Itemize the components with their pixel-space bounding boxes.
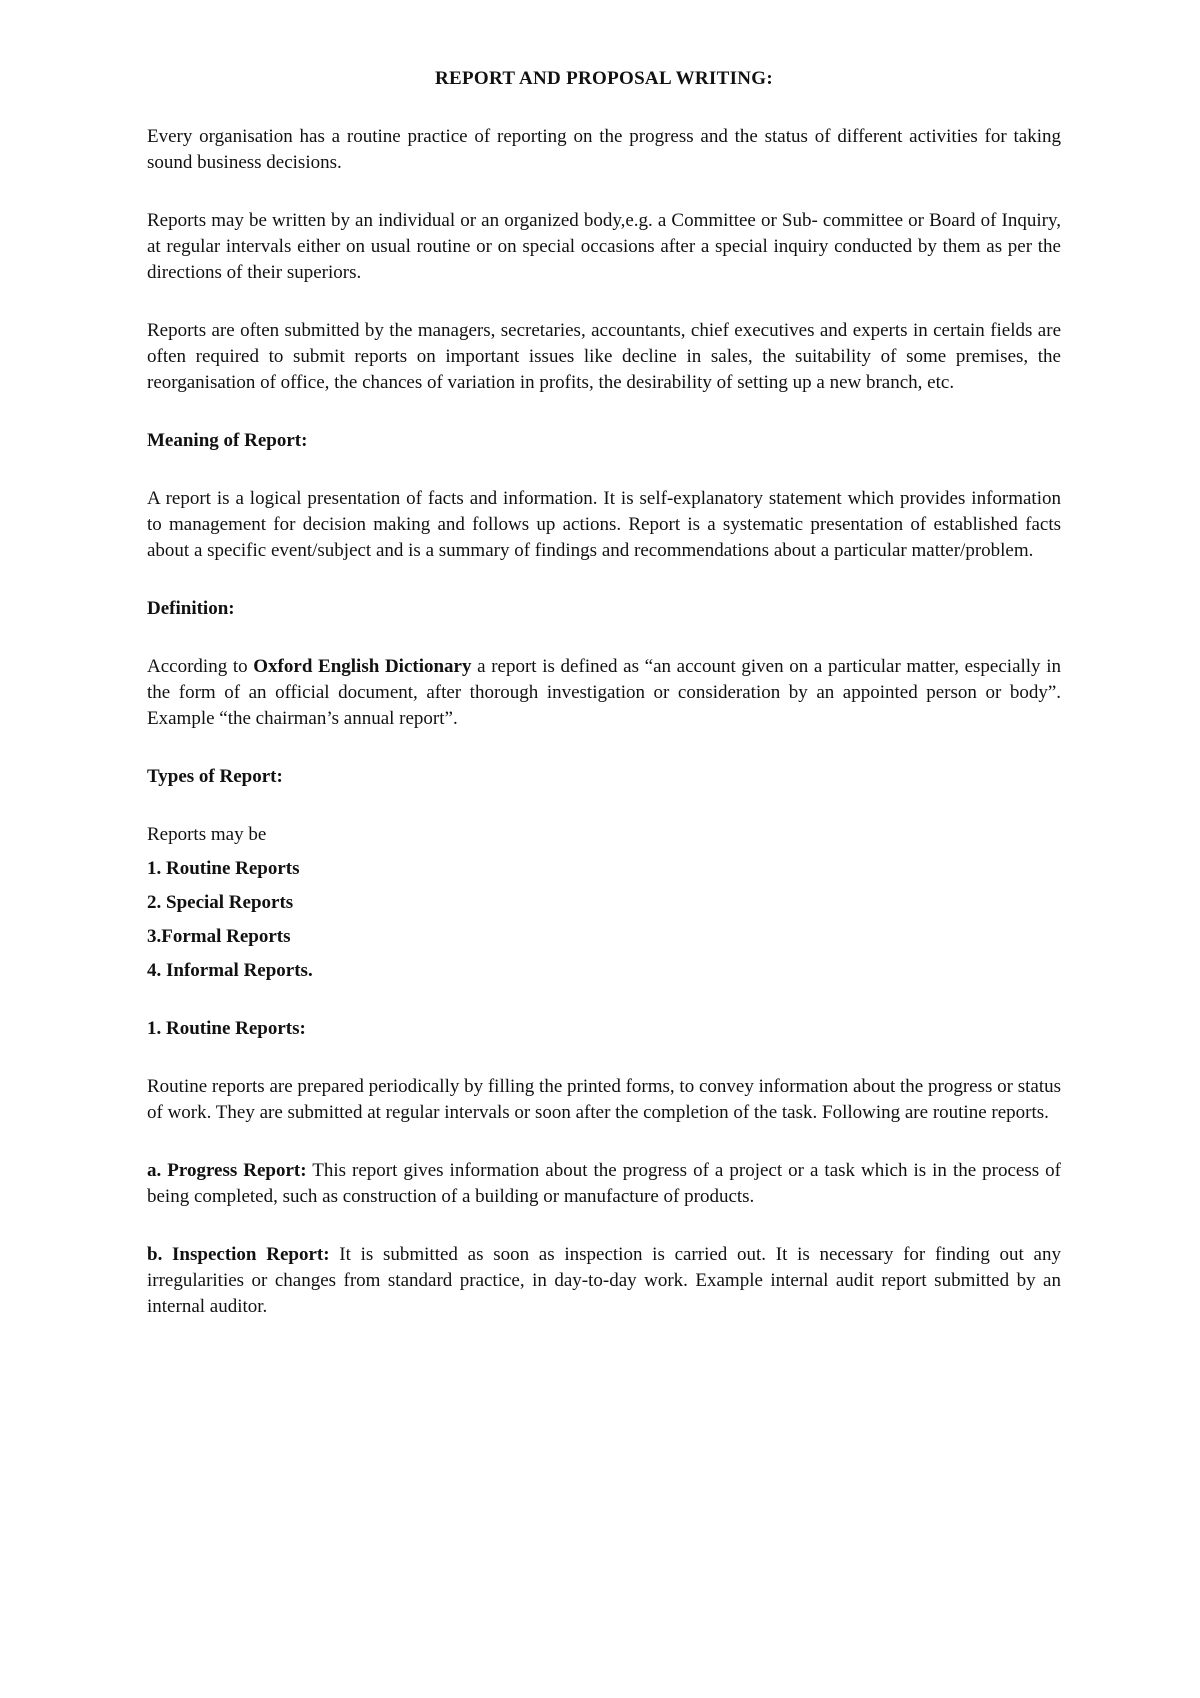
document-title: REPORT AND PROPOSAL WRITING: xyxy=(435,68,773,89)
list-item: 3.Formal Reports xyxy=(147,926,291,947)
inspection-report-label: b. Inspection Report: xyxy=(147,1244,330,1265)
document-page xyxy=(147,66,1061,1352)
types-list xyxy=(147,856,1061,984)
meaning-paragraph: A report is a logical presentation of facts and information. It is self-explanatory statement which provides information to management for decision making and follows up actions. Report is a systematic presentation of established facts about a specific event/subject and is a summary of findings and recommendations about a particular matter/problem. xyxy=(147,488,1061,561)
list-item: 4. Informal Reports. xyxy=(147,960,313,981)
progress-report-label: a. Progress Report: xyxy=(147,1160,307,1181)
progress-report-paragraph xyxy=(147,1158,1061,1210)
intro-paragraph-1: Every organisation has a routine practice of reporting on the progress and the status of different activities for taking sound business decisions. xyxy=(147,126,1061,173)
list-item: 2. Special Reports xyxy=(147,892,294,913)
definition-prefix: According to xyxy=(147,656,254,677)
types-heading: Types of Report: xyxy=(147,766,283,787)
intro-paragraph-2: Reports may be written by an individual or an organized body,e.g. a Committee or Sub- committee or Board of Inquiry, at regular intervals either on usual routine or on special occasions after a special inquiry conducted by them as per the directions of their superiors. xyxy=(147,210,1061,283)
definition-heading: Definition: xyxy=(147,598,235,619)
definition-source: Oxford English Dictionary xyxy=(253,656,472,677)
inspection-report-paragraph xyxy=(147,1242,1061,1320)
types-intro: Reports may be xyxy=(147,824,267,845)
progress-report-text: This report gives information about the progress of a project or a task which is in the process of being completed, such as construction of a building or manufacture of products. xyxy=(147,1160,1061,1207)
definition-text: a report is defined as “an account given on a particular matter, especially in the form of an official document, after thorough investigation or consideration by an appointed person or body”. Example “the chairman’s annual report”. xyxy=(147,656,1061,729)
inspection-report-text: It is submitted as soon as inspection is carried out. It is necessary for finding out any irregularities or changes from standard practice, in day-to-day work. Example internal audit report submitted by an internal auditor. xyxy=(147,1244,1061,1317)
intro-paragraph-3: Reports are often submitted by the managers, secretaries, accountants, chief executives and experts in certain fields are often required to submit reports on important issues like decline in sales, the suitability of some premises, the reorganisation of office, the chances of variation in profits, the desirability of setting up a new branch, etc. xyxy=(147,320,1061,393)
list-item: 1. Routine Reports xyxy=(147,858,300,879)
routine-heading: 1. Routine Reports: xyxy=(147,1018,306,1039)
routine-paragraph: Routine reports are prepared periodically by filling the printed forms, to convey information about the progress or status of work. They are submitted at regular intervals or soon after the completion of the task. Following are routine reports. xyxy=(147,1076,1061,1123)
meaning-heading: Meaning of Report: xyxy=(147,430,308,451)
definition-paragraph xyxy=(147,654,1061,732)
